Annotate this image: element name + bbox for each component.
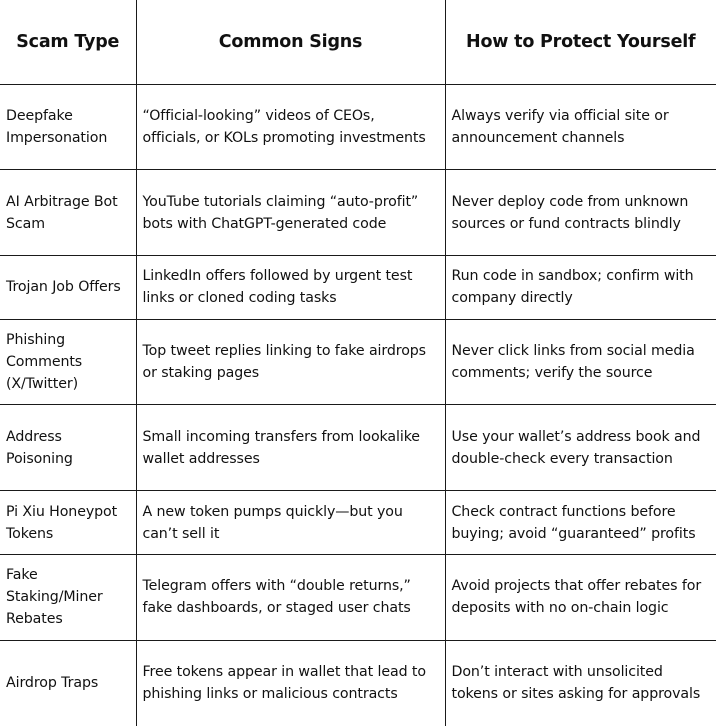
header-common-signs: Common Signs — [136, 0, 445, 84]
table-row — [0, 554, 716, 640]
common-signs-cell: Telegram offers with “double returns,” fake dashboards, or staged user chats — [136, 554, 445, 640]
scam-type-cell: Airdrop Traps — [0, 640, 136, 726]
common-signs-cell: “Official-looking” videos of CEOs, officials, or KOLs promoting investments — [136, 84, 445, 170]
common-signs-cell: A new token pumps quickly—but you can’t sell it — [136, 491, 445, 554]
scam-type-cell: Pi Xiu Honeypot Tokens — [0, 491, 136, 554]
protection-cell: Check contract functions before buying; avoid “guaranteed” profits — [445, 491, 716, 554]
header-row — [0, 0, 716, 84]
table-row — [0, 640, 716, 726]
header-scam-type: Scam Type — [0, 0, 136, 84]
common-signs-cell: LinkedIn offers followed by urgent test links or cloned coding tasks — [136, 256, 445, 319]
scam-type-cell: AI Arbitrage Bot Scam — [0, 170, 136, 256]
table-row — [0, 256, 716, 319]
common-signs-cell: Small incoming transfers from lookalike wallet addresses — [136, 405, 445, 491]
table-body — [0, 84, 716, 726]
scam-type-cell: Trojan Job Offers — [0, 256, 136, 319]
protection-cell: Never click links from social media comments; verify the source — [445, 319, 716, 405]
table-header — [0, 0, 716, 84]
protection-cell: Use your wallet’s address book and double-check every transaction — [445, 405, 716, 491]
table-row — [0, 405, 716, 491]
scam-type-cell: Fake Staking/Miner Rebates — [0, 554, 136, 640]
protection-cell: Never deploy code from unknown sources or fund contracts blindly — [445, 170, 716, 256]
protection-cell: Don’t interact with unsolicited tokens or sites asking for approvals — [445, 640, 716, 726]
protection-cell: Always verify via official site or announcement channels — [445, 84, 716, 170]
scam-type-cell: Address Poisoning — [0, 405, 136, 491]
table-row — [0, 170, 716, 256]
common-signs-cell: YouTube tutorials claiming “auto-profit” bots with ChatGPT-generated code — [136, 170, 445, 256]
scam-type-cell: Deepfake Impersonation — [0, 84, 136, 170]
table-row — [0, 491, 716, 554]
protection-cell: Avoid projects that offer rebates for deposits with no on-chain logic — [445, 554, 716, 640]
table-row — [0, 84, 716, 170]
protection-cell: Run code in sandbox; confirm with company directly — [445, 256, 716, 319]
scam-type-cell: Phishing Comments (X/Twitter) — [0, 319, 136, 405]
common-signs-cell: Top tweet replies linking to fake airdrops or staking pages — [136, 319, 445, 405]
table-row — [0, 319, 716, 405]
common-signs-cell: Free tokens appear in wallet that lead to phishing links or malicious contracts — [136, 640, 445, 726]
header-how-to-protect: How to Protect Yourself — [445, 0, 716, 84]
